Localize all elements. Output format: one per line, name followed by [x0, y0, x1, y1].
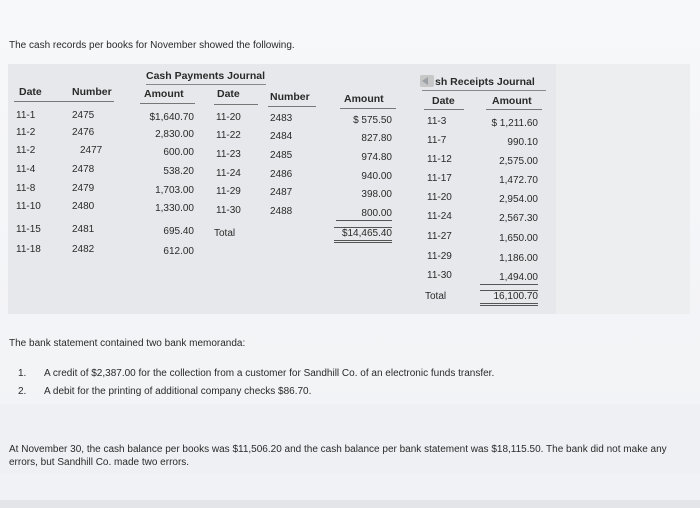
payment-number: 2483	[270, 113, 293, 124]
memo-number: 2.	[18, 386, 27, 397]
payment-amount: 2,830.00	[155, 129, 194, 140]
header-rule	[340, 108, 396, 109]
payment-date: 11-8	[16, 183, 36, 194]
memo-item-1	[18, 368, 494, 379]
receipts-table-background	[556, 64, 690, 314]
receipt-date: 11-17	[427, 173, 452, 184]
payment-date: 11-24	[216, 168, 241, 179]
memo-intro: The bank statement contained two bank memoranda:	[9, 338, 246, 349]
payment-date: 11-18	[16, 244, 41, 255]
receipts-title-rule	[422, 90, 546, 91]
payments-right-amount-header: Amount	[344, 93, 384, 105]
receipt-amount: 1,472.70	[499, 175, 538, 186]
payment-number: 2482	[72, 244, 95, 255]
header-rule	[14, 101, 114, 102]
payment-number: 2487	[270, 187, 293, 198]
receipt-amount: 1,650.00	[499, 233, 538, 244]
payment-amount: 398.00	[361, 189, 392, 200]
payments-journal-title: Cash Payments Journal	[146, 70, 266, 82]
memo-text: A credit of $2,387.00 for the collection from a customer for Sandhill Co. of an electronic funds transfer.	[44, 368, 495, 379]
payments-total-label: Total	[214, 228, 236, 239]
payment-date: 11-4	[16, 164, 36, 175]
payment-date: 11-20	[216, 112, 241, 123]
receipts-total-label: Total	[425, 291, 447, 302]
payments-right-number-header: Number	[270, 91, 310, 103]
payment-number: 2486	[270, 169, 293, 180]
payment-amount: 800.00	[336, 208, 392, 221]
payment-amount: $ 575.50	[353, 115, 392, 126]
receipt-date: 11-24	[427, 211, 452, 222]
payment-number: 2481	[72, 224, 95, 235]
payment-number: 2480	[72, 201, 95, 212]
payment-number: 2484	[270, 131, 293, 142]
header-rule	[214, 104, 258, 105]
payment-amount: 1,703.00	[155, 185, 194, 196]
receipt-date: 11-12	[427, 154, 452, 165]
payment-date: 11-1	[16, 110, 36, 121]
payment-amount: 827.80	[361, 133, 392, 144]
payment-number: 2475	[72, 110, 95, 121]
payment-number: 2478	[72, 164, 95, 175]
payment-amount: $1,640.70	[149, 112, 194, 123]
payment-date: 11-23	[216, 149, 241, 160]
payment-date: 11-2	[16, 127, 36, 138]
receipt-date: 11-20	[427, 192, 452, 203]
payment-number: 2477	[80, 145, 103, 156]
payment-date: 11-29	[216, 186, 241, 197]
receipt-amount: 2,567.30	[499, 213, 538, 224]
payment-amount: 538.20	[163, 166, 194, 177]
play-icon	[420, 75, 434, 87]
payment-amount: 612.00	[163, 246, 194, 257]
receipts-total-value: 16,100.70	[480, 290, 538, 306]
header-rule	[140, 103, 195, 104]
payments-left-date-header: Date	[19, 86, 42, 98]
header-rule	[268, 106, 316, 107]
payment-number: 2476	[72, 127, 95, 138]
receipt-amount: 2,575.00	[499, 156, 538, 167]
payment-number: 2488	[270, 206, 293, 217]
payment-date: 11-2	[16, 145, 36, 156]
receipt-amount: 1,494.00	[480, 272, 538, 285]
payment-date: 11-22	[216, 130, 241, 141]
balance-statement: At November 30, the cash balance per books was $11,506.20 and the cash balance per bank statement was $18,115.50. The bank did not make any errors, but Sandhill Co. made two errors.	[9, 444, 667, 468]
intro-text: The cash records per books for November showed the following.	[9, 40, 295, 51]
payment-amount: 695.40	[163, 226, 194, 237]
header-rule	[486, 109, 542, 110]
receipt-date: 11-29	[427, 251, 452, 262]
receipt-date: 11-30	[427, 270, 452, 281]
payment-amount: 940.00	[361, 171, 392, 182]
payment-number: 2479	[72, 183, 95, 194]
receipt-date: 11-27	[427, 231, 452, 242]
receipt-amount: 2,954.00	[499, 194, 538, 205]
payment-amount: 974.80	[361, 152, 392, 163]
payment-date: 11-15	[16, 224, 41, 235]
payment-amount: 1,330.00	[155, 203, 194, 214]
receipts-journal-title: sh Receipts Journal	[435, 76, 535, 88]
receipts-amount-header: Amount	[492, 95, 532, 107]
memo-item-2	[18, 386, 311, 397]
payments-left-number-header: Number	[72, 86, 112, 98]
memo-text: A debit for the printing of additional company checks $86.70.	[44, 386, 312, 397]
payments-total-value: $14,465.40	[334, 227, 392, 243]
payment-date: 11-30	[216, 205, 241, 216]
footer-strip	[0, 500, 700, 508]
receipt-amount: 1,186.00	[499, 253, 538, 264]
header-rule	[424, 109, 464, 110]
payment-amount: 600.00	[163, 147, 194, 158]
payments-left-amount-header: Amount	[144, 88, 184, 100]
receipts-date-header: Date	[432, 95, 455, 107]
receipt-amount: $ 1,211.60	[491, 118, 538, 129]
memo-number: 1.	[18, 368, 27, 379]
receipt-date: 11-7	[427, 135, 447, 146]
payments-title-rule	[146, 84, 266, 85]
receipt-date: 11-3	[427, 116, 447, 127]
receipt-amount: 990.10	[507, 137, 538, 148]
payment-date: 11-10	[16, 201, 41, 212]
payment-number: 2485	[270, 150, 293, 161]
payments-right-date-header: Date	[217, 88, 240, 100]
